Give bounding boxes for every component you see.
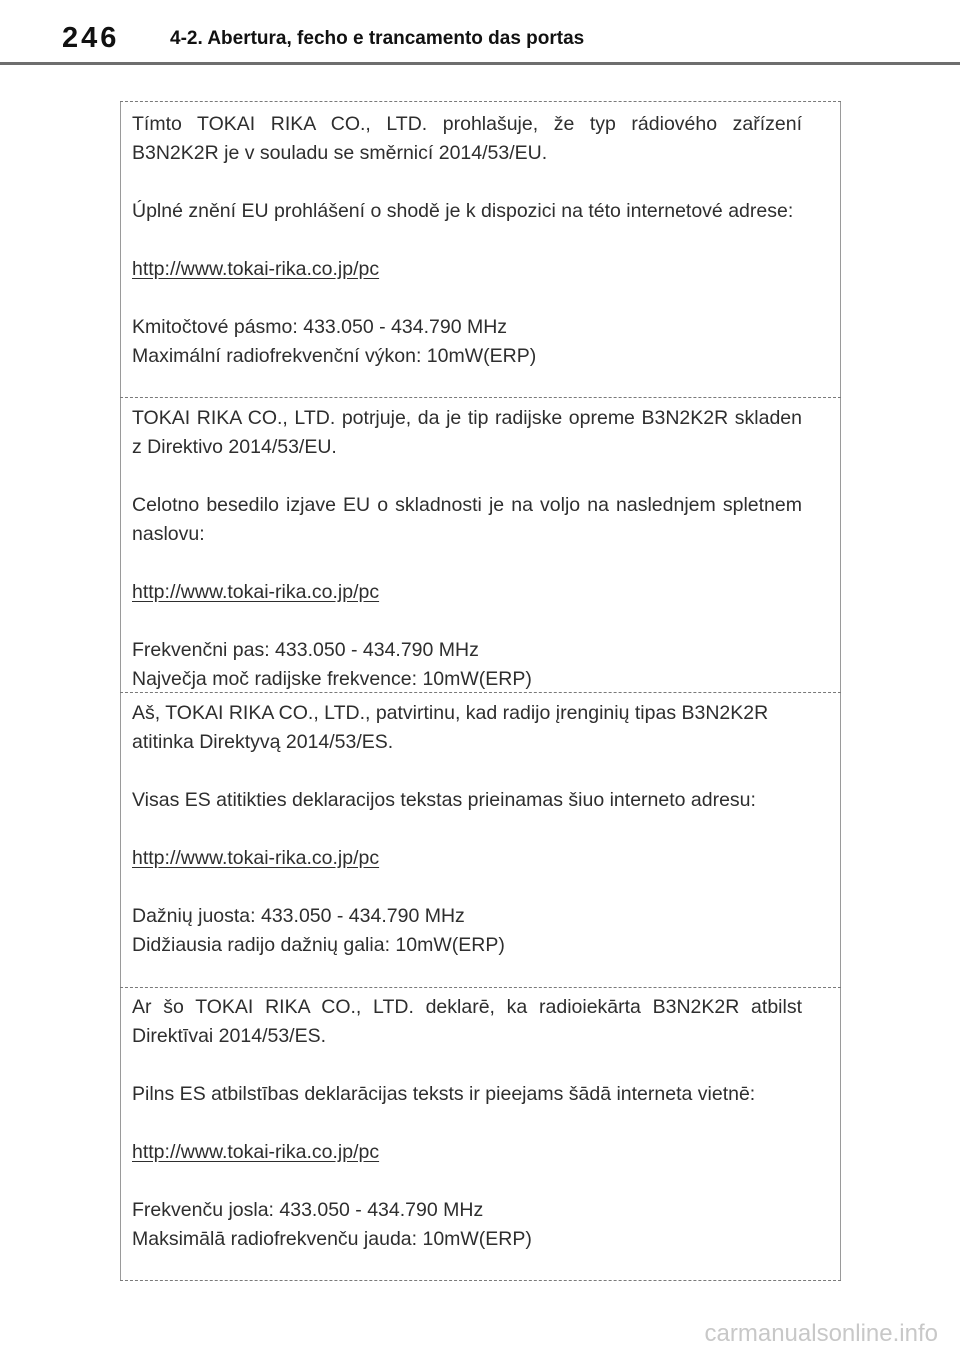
max-power: Maksimālā radiofrekvenču jauda: 10mW(ERP) [132, 1228, 532, 1250]
max-power: Maximální radiofrekvenční výkon: 10mW(ERP) [132, 345, 537, 367]
full-text-notice: Úplné znění EU prohlášení o shodě je k dispozici na této internetové adrese: [132, 200, 794, 222]
url-group [132, 844, 802, 873]
watermark: carmanualsonline.info [704, 1320, 938, 1347]
full-text-notice: Celotno besedilo izjave EU o skladnosti je na voljo na naslednjem spletnem naslovu: [132, 494, 802, 545]
compliance-statement: Tímto TOKAI RIKA CO., LTD. prohlašuje, že typ rádiového zařízení B3N2K2R je v souladu se směrnicí 2014/53/EU. [132, 113, 802, 164]
page-header [0, 0, 960, 66]
compliance-statement: Aš, TOKAI RIKA CO., LTD., patvirtinu, kad radijo įrenginių tipas B3N2K2R atitinka Direktyvą 2014/53/ES. [132, 702, 769, 753]
spec-group [132, 902, 802, 960]
url-group [132, 578, 802, 607]
url-group [132, 255, 802, 284]
compliance-statement: Ar šo TOKAI RIKA CO., LTD. deklarē, ka radioiekārta B3N2K2R atbilst Direktīvai 2014/53/ES. [132, 996, 802, 1047]
full-text-notice: Pilns ES atbilstības deklarācijas teksts ir pieejams šādā interneta vietnē: [132, 1083, 756, 1105]
frequency-band: Frekvenčni pas: 433.050 - 434.790 MHz [132, 639, 479, 661]
url-group [132, 1138, 802, 1167]
section-divider [120, 397, 841, 398]
spec-group [132, 636, 802, 694]
frequency-band: Kmitočtové pásmo: 433.050 - 434.790 MHz [132, 316, 508, 338]
max-power: Največja moč radijske frekvence: 10mW(ERP) [132, 668, 532, 690]
page-number: 246 [62, 22, 120, 54]
spec-group [132, 313, 802, 371]
frequency-band: Dažnių juosta: 433.050 - 434.790 MHz [132, 905, 465, 927]
box-bottom-border [120, 1280, 841, 1281]
section-divider [120, 987, 841, 988]
spec-group [132, 1196, 802, 1254]
compliance-statement: TOKAI RIKA CO., LTD. potrjuje, da je tip radijske opreme B3N2K2R skladen z Direktivo 2014/53/EU. [132, 407, 802, 458]
declaration-czech [132, 110, 802, 371]
max-power: Didžiausia radijo dažnių galia: 10mW(ERP) [132, 934, 505, 956]
declaration-slovenian [132, 404, 802, 694]
declaration-url-link[interactable]: http://www.tokai-rika.co.jp/pc [132, 581, 380, 603]
declaration-latvian [132, 993, 802, 1254]
box-top-border [120, 101, 841, 102]
full-text-notice: Visas ES atitikties deklaracijos tekstas prieinamas šiuo interneto adresu: [132, 789, 756, 811]
section-title: 4-2. Abertura, fecho e trancamento das portas [170, 28, 585, 49]
declaration-lithuanian [132, 699, 802, 960]
declaration-url-link[interactable]: http://www.tokai-rika.co.jp/pc [132, 847, 380, 869]
declaration-url-link[interactable]: http://www.tokai-rika.co.jp/pc [132, 1141, 380, 1163]
header-rule [0, 62, 960, 65]
frequency-band: Frekvenču josla: 433.050 - 434.790 MHz [132, 1199, 484, 1221]
declaration-url-link[interactable]: http://www.tokai-rika.co.jp/pc [132, 258, 380, 280]
